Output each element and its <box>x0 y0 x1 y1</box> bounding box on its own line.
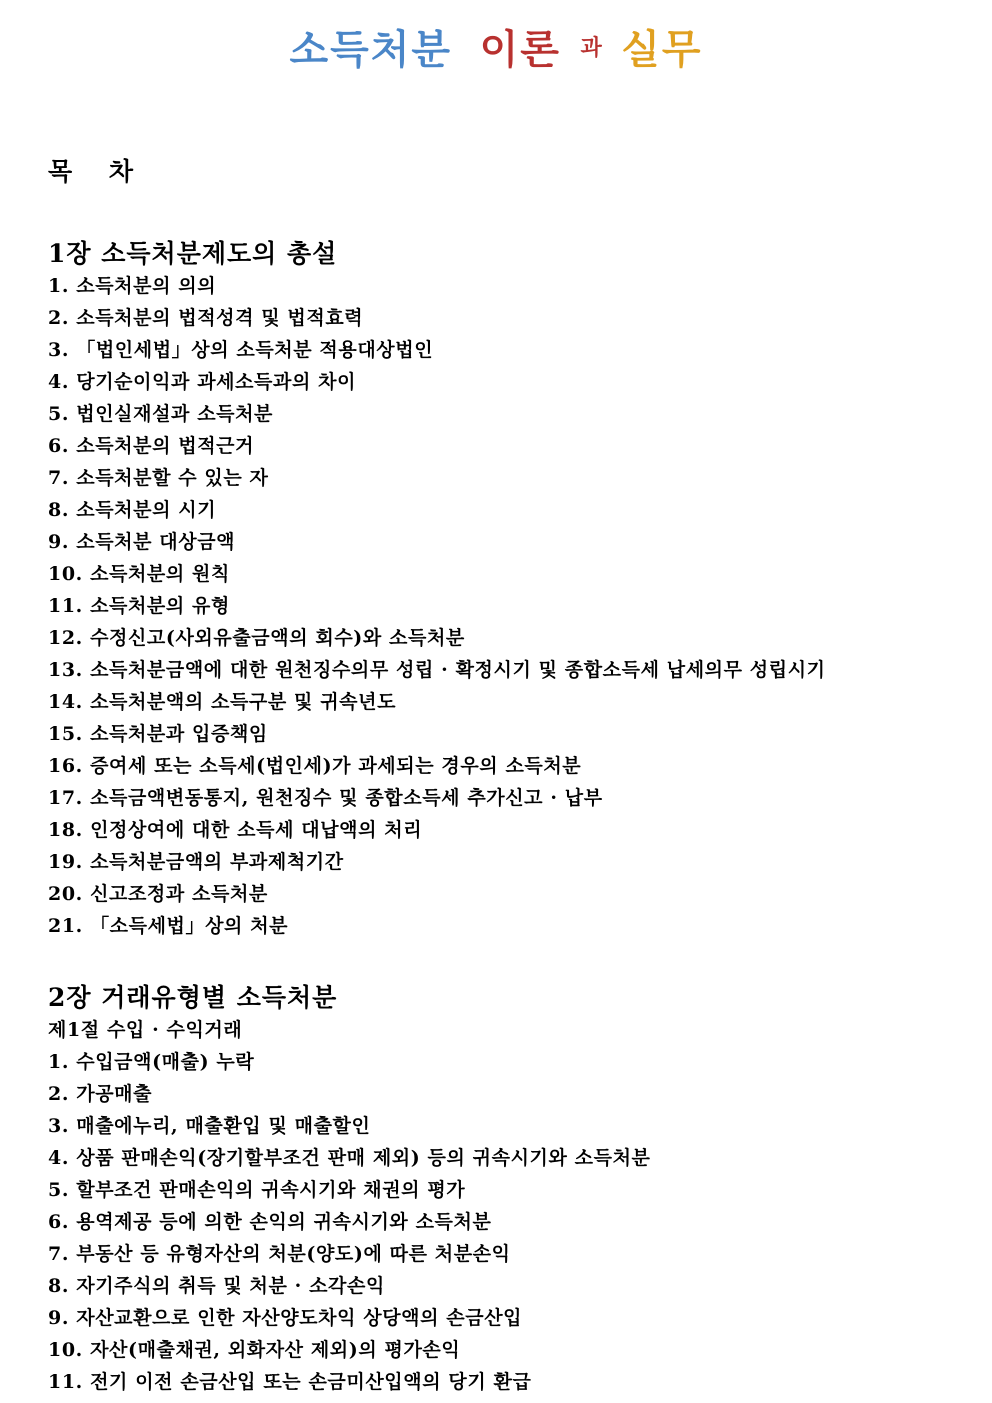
toc-item: 11. 소득처분의 유형 <box>48 595 230 617</box>
chapter-2-title: 2장 거래유형별 소득처분 <box>48 983 338 1012</box>
title-part-and: 과 <box>580 36 602 61</box>
toc-item: 9. 자산교환으로 인한 자산양도차익 상당액의 손금산입 <box>48 1307 523 1329</box>
toc-item: 5. 할부조건 판매손익의 귀속시기와 채권의 평가 <box>48 1179 466 1201</box>
toc-item: 6. 용역제공 등에 의한 손익의 귀속시기와 소득처분 <box>48 1211 492 1233</box>
toc-item: 2. 소득처분의 법적성격 및 법적효력 <box>48 307 364 329</box>
toc-item: 11. 전기 이전 손금산입 또는 손금미산입액의 당기 환급 <box>48 1371 532 1393</box>
toc-item: 12. 수정신고(사외유출금액의 회수)와 소득처분 <box>48 627 465 649</box>
toc-item: 10. 소득처분의 원칙 <box>48 563 230 585</box>
toc-item: 15. 소득처분과 입증책임 <box>48 723 268 745</box>
toc-item: 14. 소득처분액의 소득구분 및 귀속년도 <box>48 691 397 713</box>
document-title <box>0 18 992 75</box>
toc-item: 6. 소득처분의 법적근거 <box>48 435 255 457</box>
toc-item: 4. 당기순이익과 과세소득과의 차이 <box>48 371 357 393</box>
toc-item: 1. 수입금액(매출) 누락 <box>48 1051 255 1073</box>
toc-item: 8. 자기주식의 취득 및 처분 · 소각손익 <box>48 1275 385 1297</box>
chapter-1-title: 1장 소득처분제도의 총설 <box>48 239 338 268</box>
toc-item: 21. 「소득세법」상의 처분 <box>48 915 289 937</box>
toc-item: 5. 법인실재설과 소득처분 <box>48 403 274 425</box>
toc-item: 3. 매출에누리, 매출환입 및 매출할인 <box>48 1115 371 1137</box>
toc-item: 제1절 수입 · 수익거래 <box>48 1019 243 1041</box>
title-part-income-disposition: 소득처분 <box>289 27 452 73</box>
toc-item: 3. 「법인세법」상의 소득처분 적용대상법인 <box>48 339 434 361</box>
toc-item: 9. 소득처분 대상금액 <box>48 531 236 553</box>
toc-item: 7. 소득처분할 수 있는 자 <box>48 467 269 489</box>
toc-item: 7. 부동산 등 유형자산의 처분(양도)에 따른 처분손익 <box>48 1243 511 1265</box>
chapter-1-list <box>48 270 826 942</box>
toc-item: 18. 인정상여에 대한 소득세 대납액의 처리 <box>48 819 423 841</box>
chapter-2-list <box>48 1014 650 1398</box>
toc-item: 1. 소득처분의 의의 <box>48 275 217 297</box>
toc-item: 17. 소득금액변동통지, 원천징수 및 종합소득세 추가신고 · 납부 <box>48 787 603 809</box>
toc-item: 8. 소득처분의 시기 <box>48 499 217 521</box>
toc-item: 16. 증여세 또는 소득세(법인세)가 과세되는 경우의 소득처분 <box>48 755 582 777</box>
toc-item: 13. 소득처분금액에 대한 원천징수의무 성립 · 확정시기 및 종합소득세 납세의무 성립시기 <box>48 659 826 681</box>
toc-item: 19. 소득처분금액의 부과제척기간 <box>48 851 344 873</box>
title-part-practice: 실무 <box>621 27 703 73</box>
toc-heading: 목 차 <box>48 157 148 186</box>
toc-item: 2. 가공매출 <box>48 1083 153 1105</box>
toc-item: 4. 상품 판매손익(장기할부조건 판매 제외) 등의 귀속시기와 소득처분 <box>48 1147 651 1169</box>
title-part-theory: 이론 <box>479 27 561 73</box>
toc-item: 10. 자산(매출채권, 외화자산 제외)의 평가손익 <box>48 1339 461 1361</box>
toc-item: 20. 신고조정과 소득처분 <box>48 883 268 905</box>
